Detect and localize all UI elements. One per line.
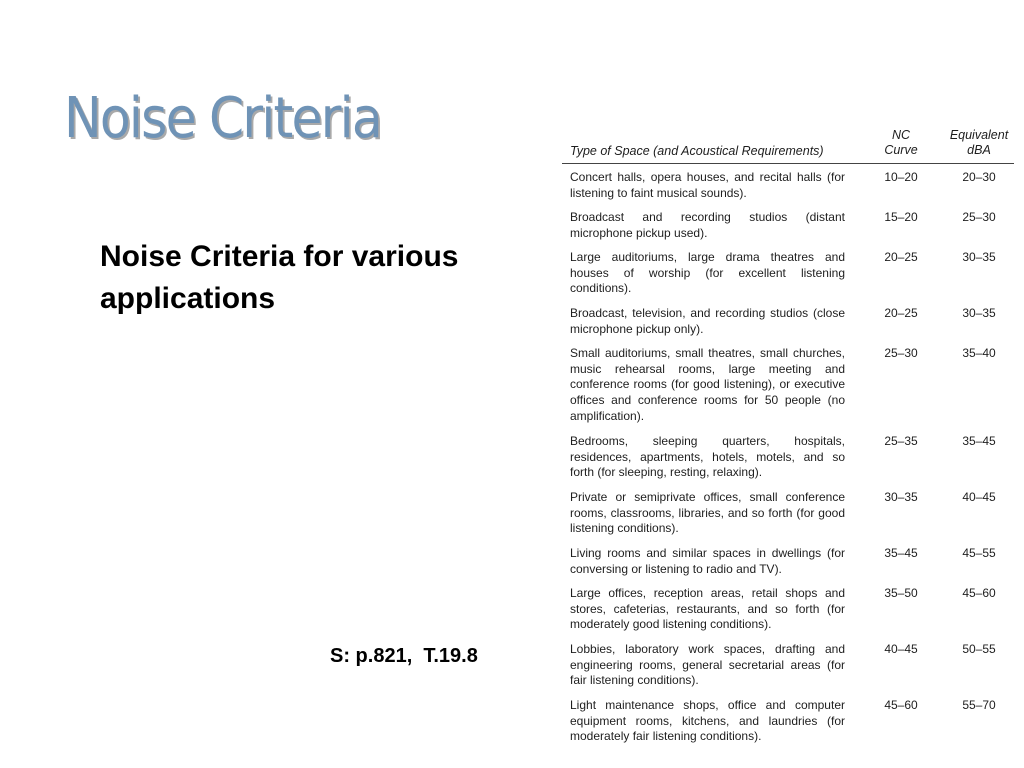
cell-equivalent-dba: 20–30 [962,170,996,184]
cell-nc-curve: 25–35 [884,434,918,448]
header-nc-line2: Curve [884,143,918,157]
cell-equivalent-dba: 25–30 [962,210,996,224]
source-reference: S: p.821, T.19.8 [330,645,478,667]
cell-nc-curve: 40–45 [884,642,918,656]
cell-nc-curve: 25–30 [884,346,918,360]
slide-subtitle: Noise Criteria for various applications [100,240,459,315]
cell-nc-curve: 45–60 [884,698,918,712]
slide-title: Noise Criteria [64,86,381,151]
cell-space-type: Broadcast, television, and recording studios (close microphone pickup only). [570,306,845,336]
cell-space-type: Private or semiprivate offices, small conference rooms, classrooms, libraries, and so forth (for good listening conditions). [570,490,845,536]
cell-nc-curve: 15–20 [884,210,918,224]
cell-space-type: Concert halls, opera houses, and recital halls (for listening to faint musical sounds). [570,170,845,200]
header-dba-line1: Equivalent [949,128,1009,142]
table-header [562,124,1014,164]
cell-space-type: Broadcast and recording studios (distant microphone pickup used). [570,210,845,240]
cell-equivalent-dba: 30–35 [962,250,996,264]
cell-equivalent-dba: 35–45 [962,434,996,448]
cell-equivalent-dba: 55–70 [962,698,996,712]
cell-space-type: Light maintenance shops, office and computer equipment rooms, kitchens, and laundries (for moderately fair listening conditions). [570,698,845,744]
header-nc-line1: NC [891,128,911,142]
cell-space-type: Lobbies, laboratory work spaces, drafting and engineering rooms, general secretarial areas (for fair listening conditions). [570,642,845,688]
noise-criteria-table-image [562,124,1014,744]
cell-equivalent-dba: 50–55 [962,642,996,656]
cell-nc-curve: 10–20 [884,170,918,184]
cell-nc-curve: 20–25 [884,306,918,320]
cell-equivalent-dba: 45–60 [962,586,996,600]
cell-nc-curve: 30–35 [884,490,918,504]
header-dba-line2: dBA [967,143,991,157]
cell-space-type: Large offices, reception areas, retail shops and stores, cafeterias, restaurants, and so forth (for moderately good listening conditions). [570,586,845,632]
cell-nc-curve: 20–25 [884,250,918,264]
cell-equivalent-dba: 40–45 [962,490,996,504]
cell-equivalent-dba: 45–55 [962,546,996,560]
header-nc-curve [874,128,928,158]
cell-nc-curve: 35–50 [884,586,918,600]
cell-space-type: Small auditoriums, small theatres, small churches, music rehearsal rooms, large meeting and conference rooms (for good listening), or executive offices and conference rooms for 50 people (no amplification). [570,346,845,423]
cell-space-type: Bedrooms, sleeping quarters, hospitals, residences, apartments, hotels, motels, and so forth (for sleeping, resting, relaxing). [570,434,845,480]
cell-space-type: Large auditoriums, large drama theatres and houses of worship (for excellent listening conditions). [570,250,845,296]
cell-equivalent-dba: 30–35 [962,306,996,320]
cell-nc-curve: 35–45 [884,546,918,560]
cell-space-type: Living rooms and similar spaces in dwellings (for conversing or listening to radio and TV). [570,546,845,576]
header-space-type: Type of Space (and Acoustical Requirements) [570,144,824,158]
cell-equivalent-dba: 35–40 [962,346,996,360]
header-equivalent-dba [944,128,1014,158]
